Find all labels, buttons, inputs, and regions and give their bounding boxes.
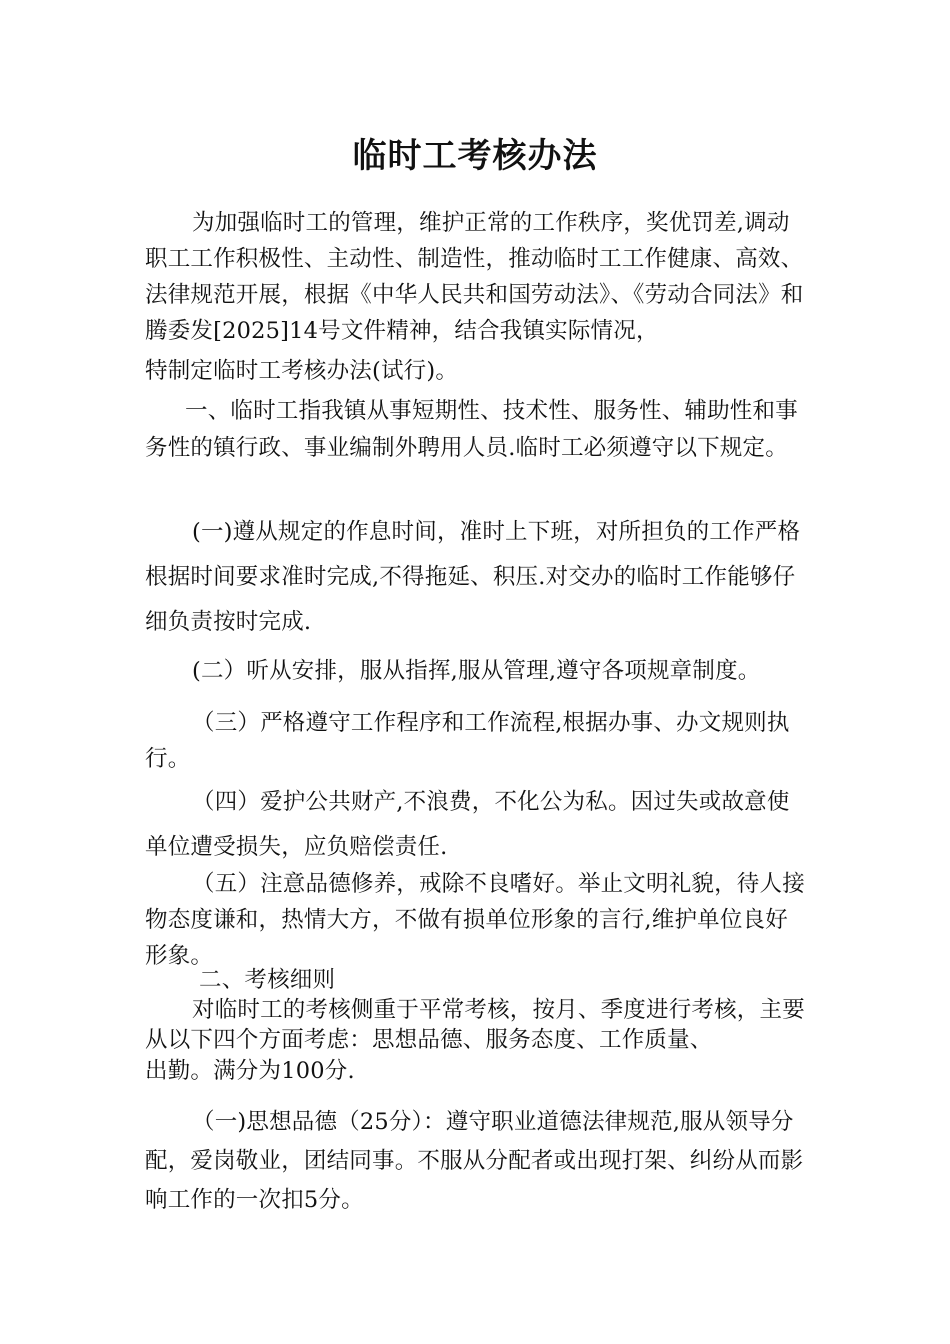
paragraph-rule-3: （三）严格遵守工作程序和工作流程,根据办事、办文规则执行。 (145, 710, 790, 772)
document-title: 临时工考核办法 (352, 136, 598, 176)
paragraph-criterion-1: （一)思想品德（25分）：遵守职业道德法律规范,服从领导分配，爱岗敬业，团结同事。不服从分配者或出现打架、纠纷从而影响工作的一次扣5分。 (145, 1109, 804, 1213)
paragraph-rule-2: (二）听从安排，服从指挥,服从管理,遵守各项规章制度。 (192, 658, 761, 684)
paragraph-rule-5: （五）注意品德修养，戒除不良嗜好。举止文明礼貌，待人接物态度谦和，热情大方，不做有损单位形象的言行,维护单位良好形象。 (145, 871, 805, 969)
paragraph-intro-end: 特制定临时工考核办法(试行)。 (145, 358, 459, 384)
paragraph-rule-1: (一)遵从规定的作息时间，准时上下班，对所担负的工作严格根据时间要求准时完成,不得拖延、积压.对交办的临时工作能够仔细负责按时完成. (145, 519, 801, 635)
paragraph-rule-4: （四）爱护公共财产,不浪费，不化公为私。因过失或故意使单位遭受损失，应负赔偿责任. (145, 789, 790, 860)
paragraph-intro: 为加强临时工的管理，维护正常的工作秩序，奖优罚差,调动职工工作积极性、主动性、制造性，推动临时工工作健康、高效、法律规范开展，根据《中华人民共和国劳动法》、《劳动合同法》和腾委发[2025]14号文件精神，结合我镇实际情况， (145, 210, 804, 344)
paragraph-assessment: 对临时工的考核侧重于平常考核，按月、季度进行考核，主要从以下四个方面考虑：思想品德、服务态度、工作质量、 (145, 997, 805, 1053)
paragraph-section-one: 一、临时工指我镇从事短期性、技术性、服务性、辅助性和事务性的镇行政、事业编制外聘用人员.临时工必须遵守以下规定。 (145, 398, 798, 461)
paragraph-assessment-end: 出勤。满分为100分. (145, 1058, 355, 1084)
section-heading-assessment: 二、考核细则 (199, 967, 336, 993)
